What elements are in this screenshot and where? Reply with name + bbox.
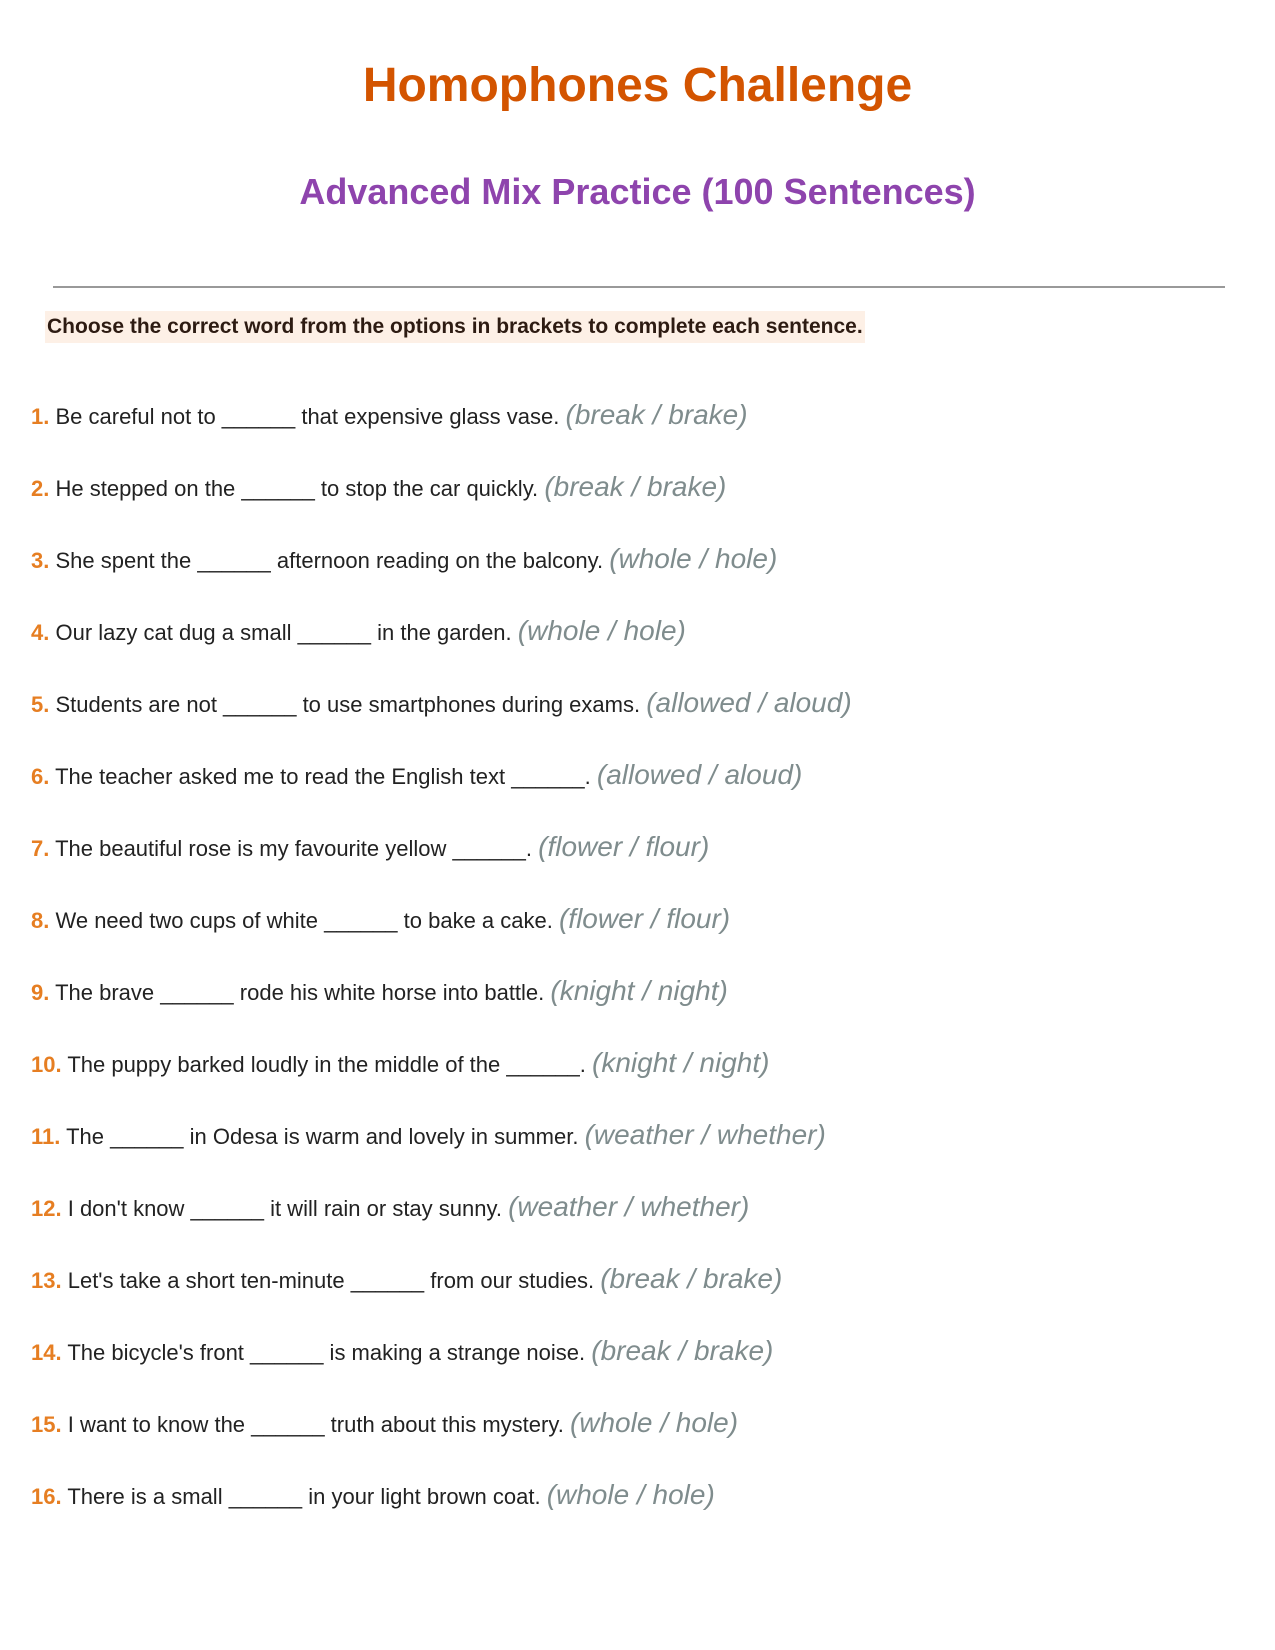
question-number: 10. bbox=[31, 1052, 62, 1077]
question-item bbox=[31, 903, 1241, 975]
question-options: (weather / whether) bbox=[508, 1191, 750, 1222]
question-options: (whole / hole) bbox=[517, 615, 686, 646]
question-options: (break / brake) bbox=[565, 399, 748, 430]
question-text: I don't know ______ it will rain or stay sunny. bbox=[67, 1196, 502, 1221]
question-text: He stepped on the ______ to stop the car quickly. bbox=[55, 476, 539, 501]
question-number: 15. bbox=[31, 1412, 62, 1437]
question-options: (whole / hole) bbox=[546, 1479, 715, 1510]
question-text: The ______ in Odesa is warm and lovely in summer. bbox=[66, 1124, 579, 1149]
question-item bbox=[31, 687, 1241, 759]
question-item bbox=[31, 759, 1241, 831]
question-text: She spent the ______ afternoon reading on the balcony. bbox=[55, 548, 604, 573]
question-text: The beautiful rose is my favourite yellow ______. bbox=[55, 836, 532, 861]
question-number: 6. bbox=[31, 764, 50, 789]
question-text: The puppy barked loudly in the middle of the ______. bbox=[67, 1052, 586, 1077]
question-item bbox=[31, 399, 1241, 471]
question-item bbox=[31, 831, 1241, 903]
question-options: (whole / hole) bbox=[609, 543, 778, 574]
question-options: (allowed / aloud) bbox=[596, 759, 803, 790]
question-number: 3. bbox=[31, 548, 50, 573]
question-number: 9. bbox=[31, 980, 50, 1005]
question-options: (break / brake) bbox=[544, 471, 727, 502]
question-item bbox=[31, 1191, 1241, 1263]
question-text: The teacher asked me to read the English text ______. bbox=[55, 764, 591, 789]
question-item bbox=[31, 471, 1241, 543]
question-options: (allowed / aloud) bbox=[646, 687, 852, 718]
question-options: (break / brake) bbox=[600, 1263, 783, 1294]
question-options: (flower / flour) bbox=[558, 903, 731, 934]
question-item bbox=[31, 1407, 1241, 1479]
question-text: Be careful not to ______ that expensive glass vase. bbox=[55, 404, 560, 429]
question-item bbox=[31, 1263, 1241, 1335]
question-list bbox=[31, 399, 1241, 1551]
question-text: We need two cups of white ______ to bake a cake. bbox=[55, 908, 553, 933]
question-text: The brave ______ rode his white horse into battle. bbox=[55, 980, 545, 1005]
question-number: 11. bbox=[31, 1124, 61, 1149]
question-number: 16. bbox=[31, 1484, 62, 1509]
question-item bbox=[31, 615, 1241, 687]
question-item bbox=[31, 1335, 1241, 1407]
question-text: I want to know the ______ truth about this mystery. bbox=[67, 1412, 564, 1437]
question-number: 12. bbox=[31, 1196, 62, 1221]
question-options: (whole / hole) bbox=[569, 1407, 739, 1438]
question-text: Students are not ______ to use smartphones during exams. bbox=[55, 692, 641, 717]
question-number: 2. bbox=[31, 476, 50, 501]
question-options: (flower / flour) bbox=[538, 831, 710, 862]
page-title: Homophones Challenge bbox=[362, 59, 913, 112]
question-options: (knight / night) bbox=[550, 975, 728, 1006]
question-number: 5. bbox=[31, 692, 50, 717]
question-item bbox=[31, 975, 1241, 1047]
question-number: 14. bbox=[31, 1340, 62, 1365]
question-options: (weather / whether) bbox=[584, 1119, 826, 1150]
question-options: (knight / night) bbox=[592, 1047, 770, 1078]
question-item bbox=[31, 1119, 1241, 1191]
question-number: 13. bbox=[31, 1268, 62, 1293]
question-item bbox=[31, 1047, 1241, 1119]
question-item bbox=[31, 543, 1241, 615]
question-number: 1. bbox=[31, 404, 50, 429]
question-text: Our lazy cat dug a small ______ in the garden. bbox=[55, 620, 512, 645]
question-number: 8. bbox=[31, 908, 50, 933]
question-text: The bicycle's front ______ is making a strange noise. bbox=[67, 1340, 586, 1365]
question-text: Let's take a short ten-minute ______ from our studies. bbox=[67, 1268, 595, 1293]
question-options: (break / brake) bbox=[591, 1335, 774, 1366]
divider bbox=[53, 286, 1225, 288]
page-subtitle: Advanced Mix Practice (100 Sentences) bbox=[299, 171, 976, 212]
question-number: 4. bbox=[31, 620, 50, 645]
instructions: Choose the correct word from the options in brackets to complete each sentence. bbox=[45, 311, 865, 343]
question-text: There is a small ______ in your light brown coat. bbox=[67, 1484, 541, 1509]
question-number: 7. bbox=[31, 836, 50, 861]
question-item bbox=[31, 1479, 1241, 1551]
